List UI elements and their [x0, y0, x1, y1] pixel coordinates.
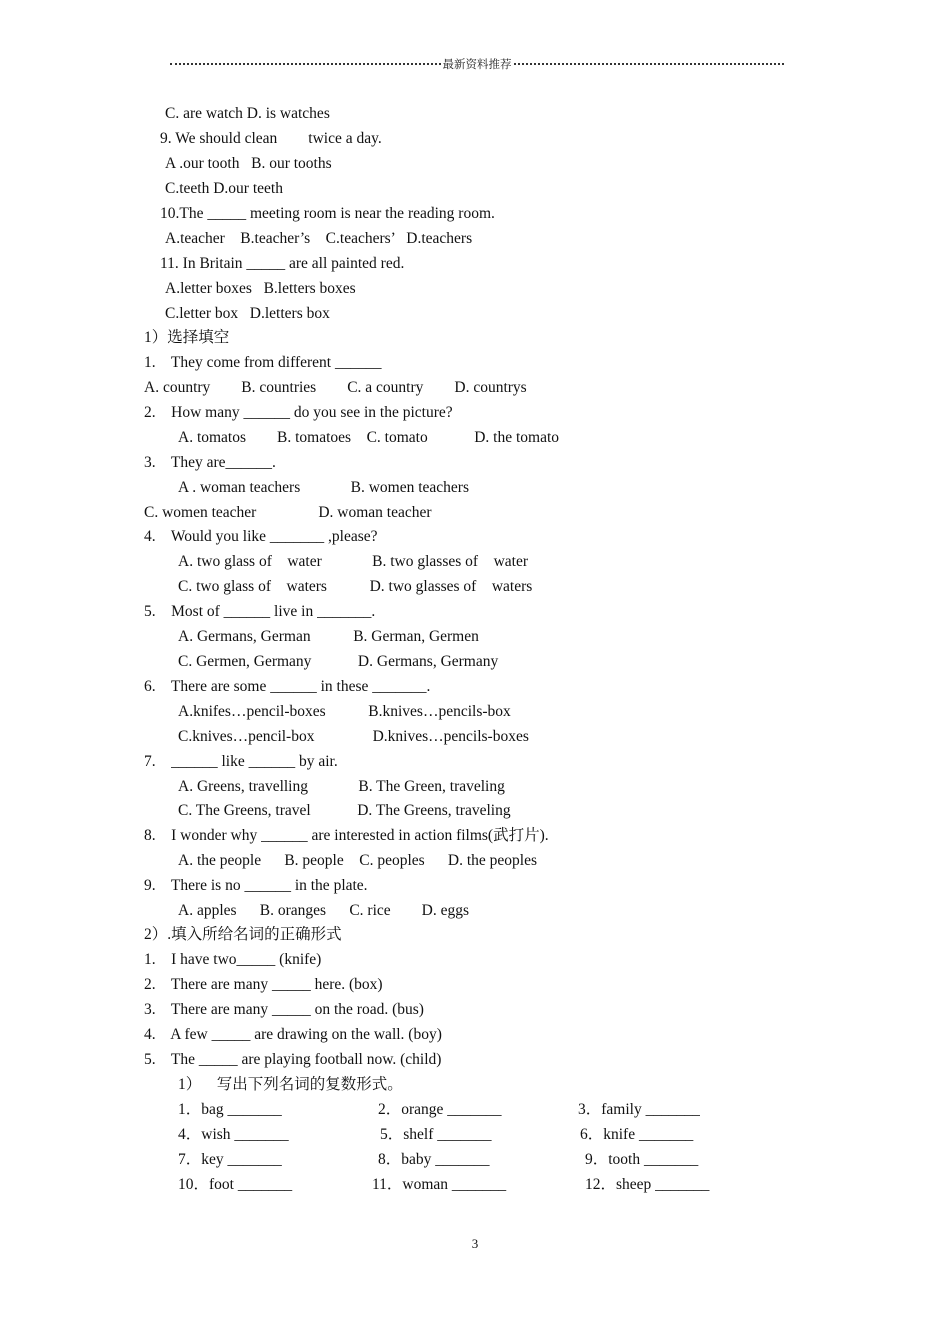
text-line: C. women teacher D. woman teacher: [144, 504, 432, 521]
text-line: 1．bag _______: [178, 1101, 282, 1118]
text-line: C. are watch D. is watches: [165, 105, 330, 122]
text-line: C. The Greens, travel D. The Greens, traveling: [178, 802, 511, 819]
text-line: 7．key _______: [178, 1151, 282, 1168]
text-line: A.knifes…pencil-boxes B.knives…pencils-box: [178, 703, 511, 720]
text-line: A. Greens, travelling B. The Green, traveling: [178, 778, 505, 795]
text-line: 11. In Britain _____ are all painted red.: [160, 255, 405, 272]
text-line: 2. There are many _____ here. (box): [144, 976, 383, 993]
text-line: 6. There are some ______ in these _______.: [144, 678, 431, 695]
text-line: 8. I wonder why ______ are interested in action films(武打片).: [144, 827, 549, 844]
header-dotted-rule-right: [514, 63, 785, 65]
text-line: A .our tooth B. our tooths: [165, 155, 332, 172]
page-number: 3: [471, 1236, 479, 1251]
text-line: 3. They are______.: [144, 454, 276, 471]
text-line: A. country B. countries C. a country D. countrys: [144, 379, 527, 396]
text-line: C. two glass of waters D. two glasses of waters: [178, 578, 533, 595]
text-line: 4. A few _____ are drawing on the wall. (boy): [144, 1026, 442, 1043]
text-line: 2. How many ______ do you see in the picture?: [144, 404, 453, 421]
text-line: 8．baby _______: [378, 1151, 490, 1168]
header-title: 最新资料推荐: [442, 59, 512, 71]
text-line: 4. Would you like _______ ,please?: [144, 528, 378, 545]
text-line: C. Germen, Germany D. Germans, Germany: [178, 653, 499, 670]
text-line: C.letter box D.letters box: [165, 305, 330, 322]
text-line: 2）.填入所给名词的正确形式: [144, 926, 342, 943]
text-line: 5. The _____ are playing football now. (child): [144, 1051, 442, 1068]
text-line: 1） 写出下列名词的复数形式。: [178, 1076, 403, 1093]
text-line: 5．shelf _______: [380, 1126, 492, 1143]
text-line: 3．family _______: [578, 1101, 700, 1118]
text-line: 9．tooth _______: [585, 1151, 699, 1168]
text-line: C.knives…pencil-box D.knives…pencils-boxes: [178, 728, 529, 745]
text-line: 11．woman _______: [372, 1176, 507, 1193]
text-line: 1）选择填空: [144, 329, 230, 346]
text-line: C.teeth D.our teeth: [165, 180, 283, 197]
text-line: 10.The _____ meeting room is near the reading room.: [160, 205, 495, 222]
text-line: 12．sheep _______: [585, 1176, 710, 1193]
text-line: 5. Most of ______ live in _______.: [144, 603, 376, 620]
text-line: A. tomatos B. tomatoes C. tomato D. the tomato: [178, 429, 560, 446]
text-line: A . woman teachers B. women teachers: [178, 479, 469, 496]
text-line: 6．knife _______: [580, 1126, 694, 1143]
text-line: 9. There is no ______ in the plate.: [144, 877, 368, 894]
text-line: 3. There are many _____ on the road. (bus): [144, 1001, 424, 1018]
text-line: A.letter boxes B.letters boxes: [165, 280, 356, 297]
text-line: 4．wish _______: [178, 1126, 289, 1143]
text-line: A.teacher B.teacher’s C.teachers’ D.teachers: [165, 230, 473, 247]
text-line: A. Germans, German B. German, Germen: [178, 628, 479, 645]
text-line: A. apples B. oranges C. rice D. eggs: [178, 902, 470, 919]
text-line: 2．orange _______: [378, 1101, 502, 1118]
text-line: 10．foot _______: [178, 1176, 293, 1193]
page-header: [170, 56, 784, 72]
text-line: 9. We should clean twice a day.: [160, 130, 382, 147]
header-dotted-rule-left: [170, 63, 441, 65]
text-line: 1. They come from different ______: [144, 354, 382, 371]
text-line: 7. ______ like ______ by air.: [144, 753, 338, 770]
text-line: 1. I have two_____ (knife): [144, 951, 322, 968]
text-line: A. the people B. people C. peoples D. the peoples: [178, 852, 538, 869]
text-line: A. two glass of water B. two glasses of water: [178, 553, 528, 570]
